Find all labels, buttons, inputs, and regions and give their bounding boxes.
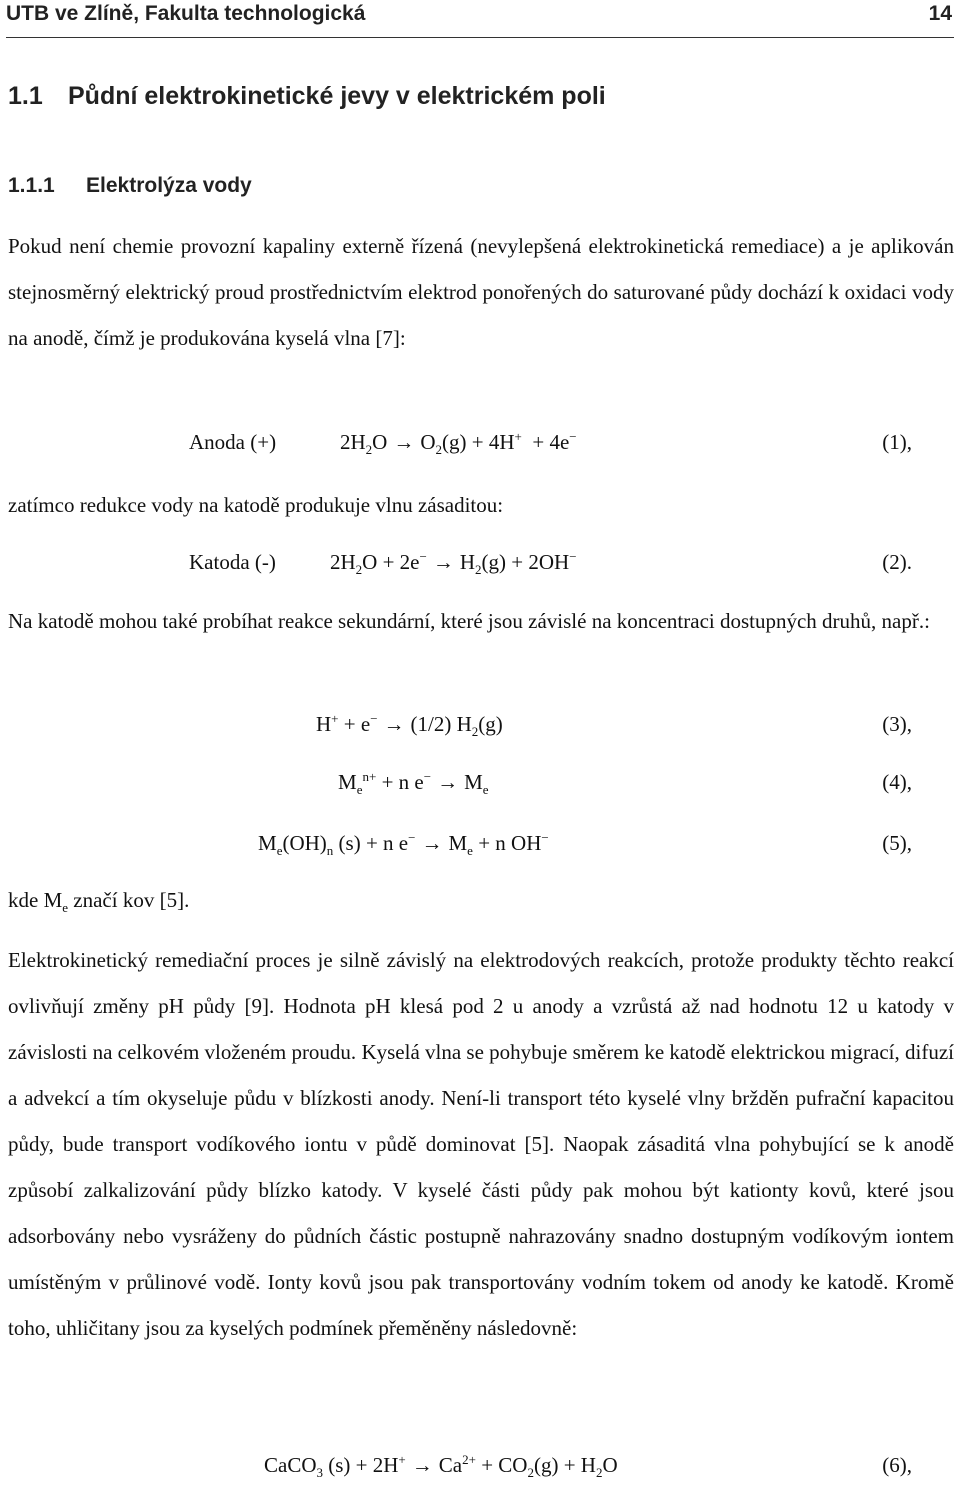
header-divider [6,37,954,38]
subsection-number: 1.1.1 [8,174,55,197]
paragraph-4: Elektrokinetický remediační proces je silně závislý na elektrodových reakcích, protože produkty těchto reakcí ovlivňují změny pH půdy [9]. Hodnota pH klesá pod 2 u anody a vzrůstá až nad hodnotu 12 u katody v závislosti na celkovém vloženém proudu. Kyselá vlna se pohybuje směrem ke katodě elektrickou migrací, difuzí a advekcí a tím okyseluje půdu v blízkosti anody. Není-li transport této kyselé vlny bržděn pufrační kapacitou půdy, bude transport vodíkového iontu v půdě dominovat [5]. Naopak zásaditá vlna pohybující se k anodě způsobí zalkalizování půdy blízko katody. V kyselé části půdy pak mohou být kationty kovů, které jsou adsorbovány nebo vysráženy do půdních částic postupně nahrazovány snadno dostupným vodíkovým iontem umístěným v průlinové vodě. Ionty kovů jsou pak transportovány vodním tokem od anody ke katodě. Kromě toho, uhličitany jsou za kyselých podmínek přeměněny následovně: [8,948,954,1340]
equation-2-label: Katoda (-) [189,550,276,574]
section-title: Půdní elektrokinetické jevy v elektrickém poli [68,82,606,110]
equation-6-number: (6), [882,1453,912,1477]
equation-2: $2H_2O + 2e^- \to H_2(g) + 2OH^-$ [330,549,577,578]
equation-5-number: (5), [882,831,912,855]
equation-4-number: (4), [882,770,912,794]
subsection-title: Elektrolýza vody [86,174,252,197]
equation-5: $M_e(OH)_n$ (s) + n $e^- \to M_e + n$ OH− [258,830,549,859]
equation-6: CaCO$_3$ $(s) + 2H^+ \to Ca^{2+} + CO_2(g) + H_2O$ [264,1452,618,1481]
equation-2-number: (2). [882,550,912,574]
metal-note: kde $M_e$ značí kov [5]. [8,888,190,916]
header-page-number: 14 [928,2,952,25]
equation-1: $2H_2O \to O_2(g) + 4H^+ + 4e^-$ [340,429,577,458]
page-header [6,0,954,38]
section-heading [8,82,606,111]
equation-3-number: (3), [882,712,912,736]
paragraph-1: Pokud není chemie provozní kapaliny externě řízená (nevylepšená elektrokinetická remediace) a je aplikován stejnosměrný elektrický proud prostřednictvím elektrod ponořených do saturované půdy dochází k oxidaci vody na anodě, čímž je produkována kyselá vlna [7]: [8,234,954,350]
equation-1-number: (1), [882,430,912,454]
paragraph-2: zatímco redukce vody na katodě produkuje vlnu zásaditou: [8,493,504,517]
equation-1-label: Anoda (+) [189,430,277,454]
equation-3: H+ + e− → (1/2) $H_2(g)$ [316,711,503,740]
section-number: 1.1 [8,82,43,110]
subsection-heading [8,174,252,198]
header-title: UTB ve Zlíně, Fakulta technologická [6,2,366,25]
paragraph-3: Na katodě mohou také probíhat reakce sekundární, které jsou závislé na koncentraci dostupných druhů, např.: [8,609,930,633]
equation-4: $M_e^{n+} + n$ $e^- \to M_e$ [338,769,489,798]
